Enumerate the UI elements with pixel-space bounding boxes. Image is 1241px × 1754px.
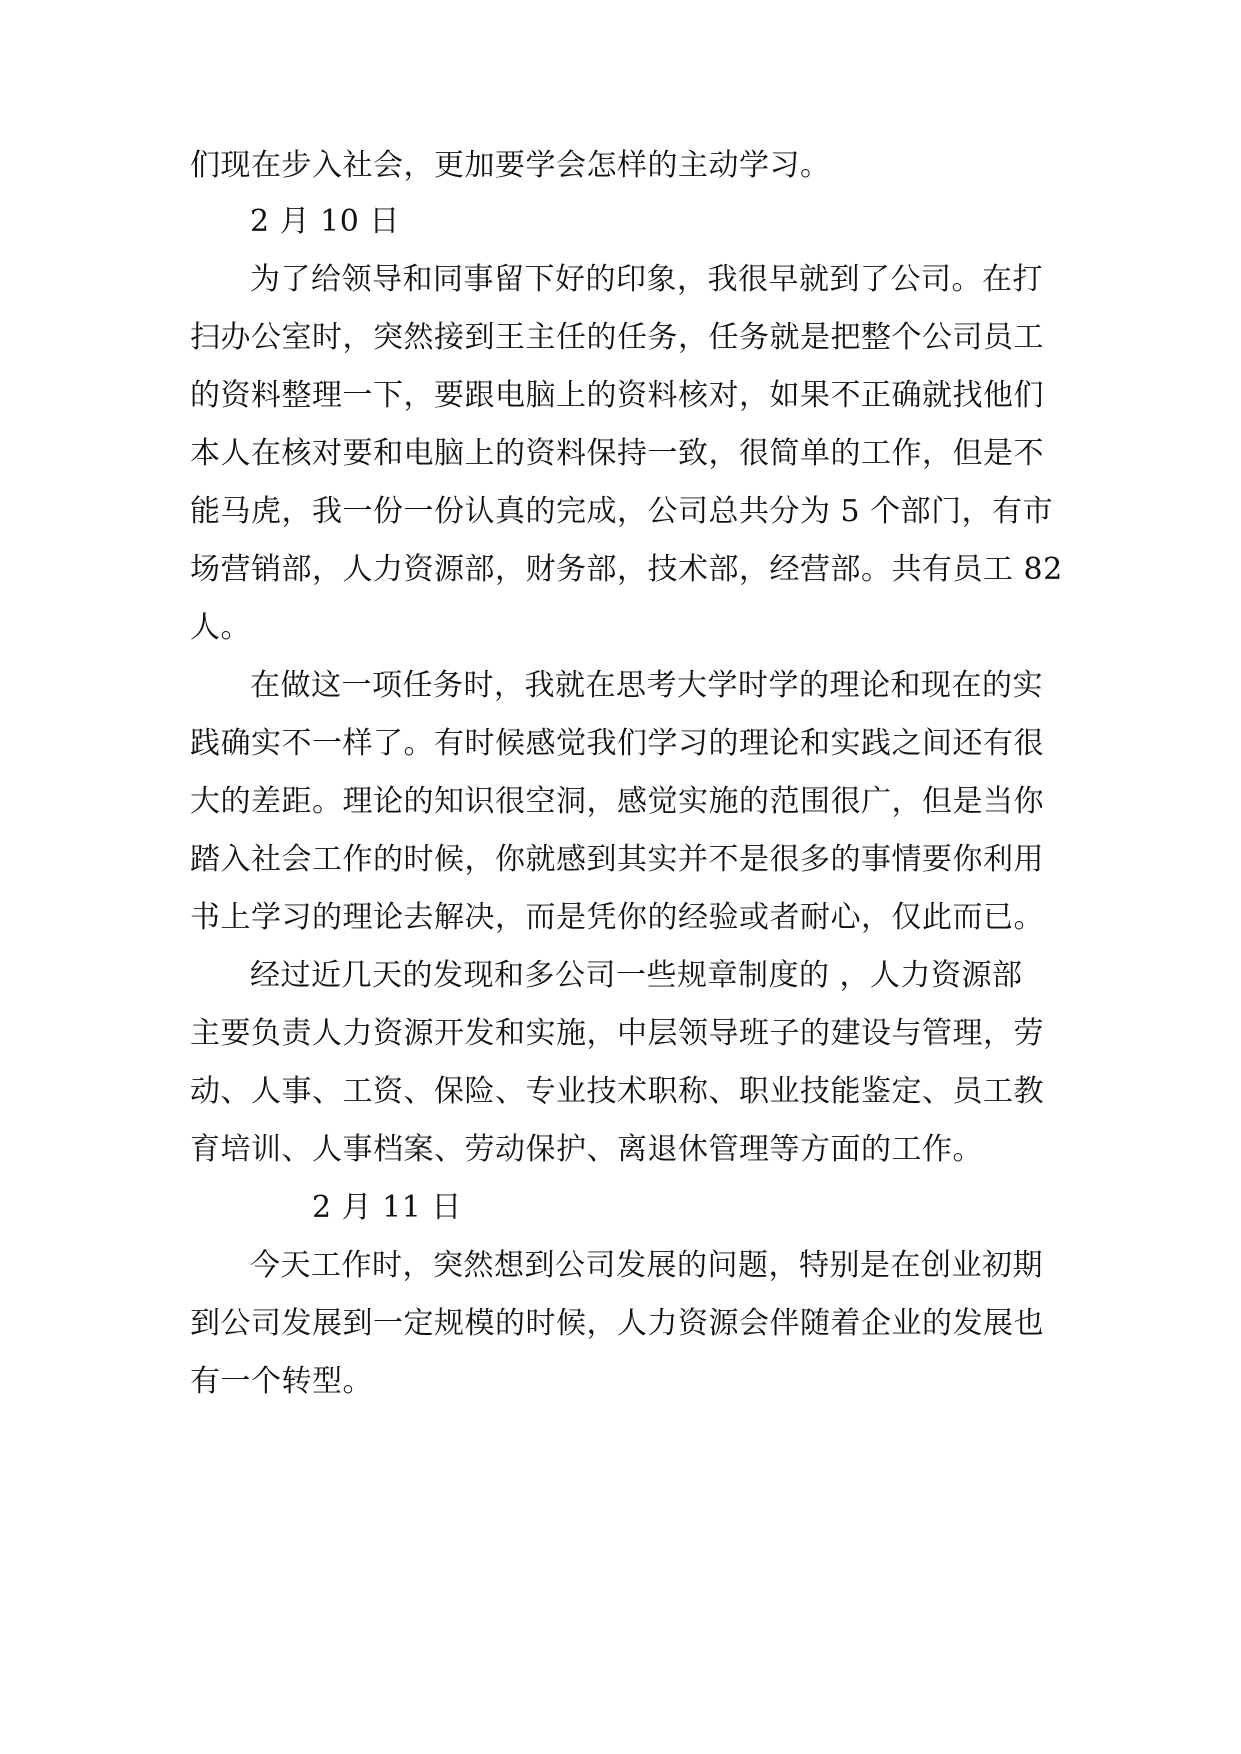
text-line: 今天工作时，突然想到公司发展的问题，特别是在创业初期 — [250, 1248, 1043, 1283]
text-line: 为了给领导和同事留下好的印象，我很早就到了公司。在打 — [250, 262, 1043, 297]
text-line: 踏入社会工作的时候，你就感到其实并不是很多的事情要你利用 — [190, 842, 1044, 877]
text-line: 扫办公室时，突然接到王主任的任务，任务就是把整个公司员工 — [190, 320, 1044, 355]
text-line: 主要负责人力资源开发和实施，中层领导班子的建设与管理，劳 — [190, 1016, 1044, 1051]
text-line: 人。 — [190, 610, 251, 645]
text-line: 育培训、人事档案、劳动保护、离退休管理等方面的工作。 — [190, 1132, 983, 1167]
text-line: 大的差距。理论的知识很空洞，感觉实施的范围很广，但是当你 — [190, 784, 1044, 819]
text-line: 在做这一项任务时，我就在思考大学时学的理论和现在的实 — [250, 668, 1043, 703]
text-line: 动、人事、工资、保险、专业技术职称、职业技能鉴定、员工教 — [190, 1074, 1044, 1109]
text-line: 书上学习的理论去解决，而是凭你的经验或者耐心，仅此而已。 — [190, 900, 1044, 935]
date-heading: 2 月 10 日 — [250, 204, 400, 239]
text-line: 们现在步入社会，更加要学会怎样的主动学习。 — [190, 148, 831, 183]
date-heading: 2 月 11 日 — [312, 1190, 462, 1225]
text-line: 践确实不一样了。有时候感觉我们学习的理论和实践之间还有很 — [190, 726, 1044, 761]
text-line: 场营销部，人力资源部，财务部，技术部，经营部。共有员工 82 — [190, 552, 1063, 587]
text-line: 能马虎，我一份一份认真的完成，公司总共分为 5 个部门，有市 — [190, 494, 1054, 529]
text-line: 经过近几天的发现和多公司一些规章制度的 ，人力资源部 — [250, 958, 1023, 993]
text-line: 到公司发展到一定规模的时候，人力资源会伴随着企业的发展也 — [190, 1306, 1044, 1341]
text-line: 有一个转型。 — [190, 1364, 373, 1399]
text-line: 本人在核对要和电脑上的资料保持一致，很简单的工作，但是不 — [190, 436, 1044, 471]
text-line: 的资料整理一下，要跟电脑上的资料核对，如果不正确就找他们 — [190, 378, 1044, 413]
